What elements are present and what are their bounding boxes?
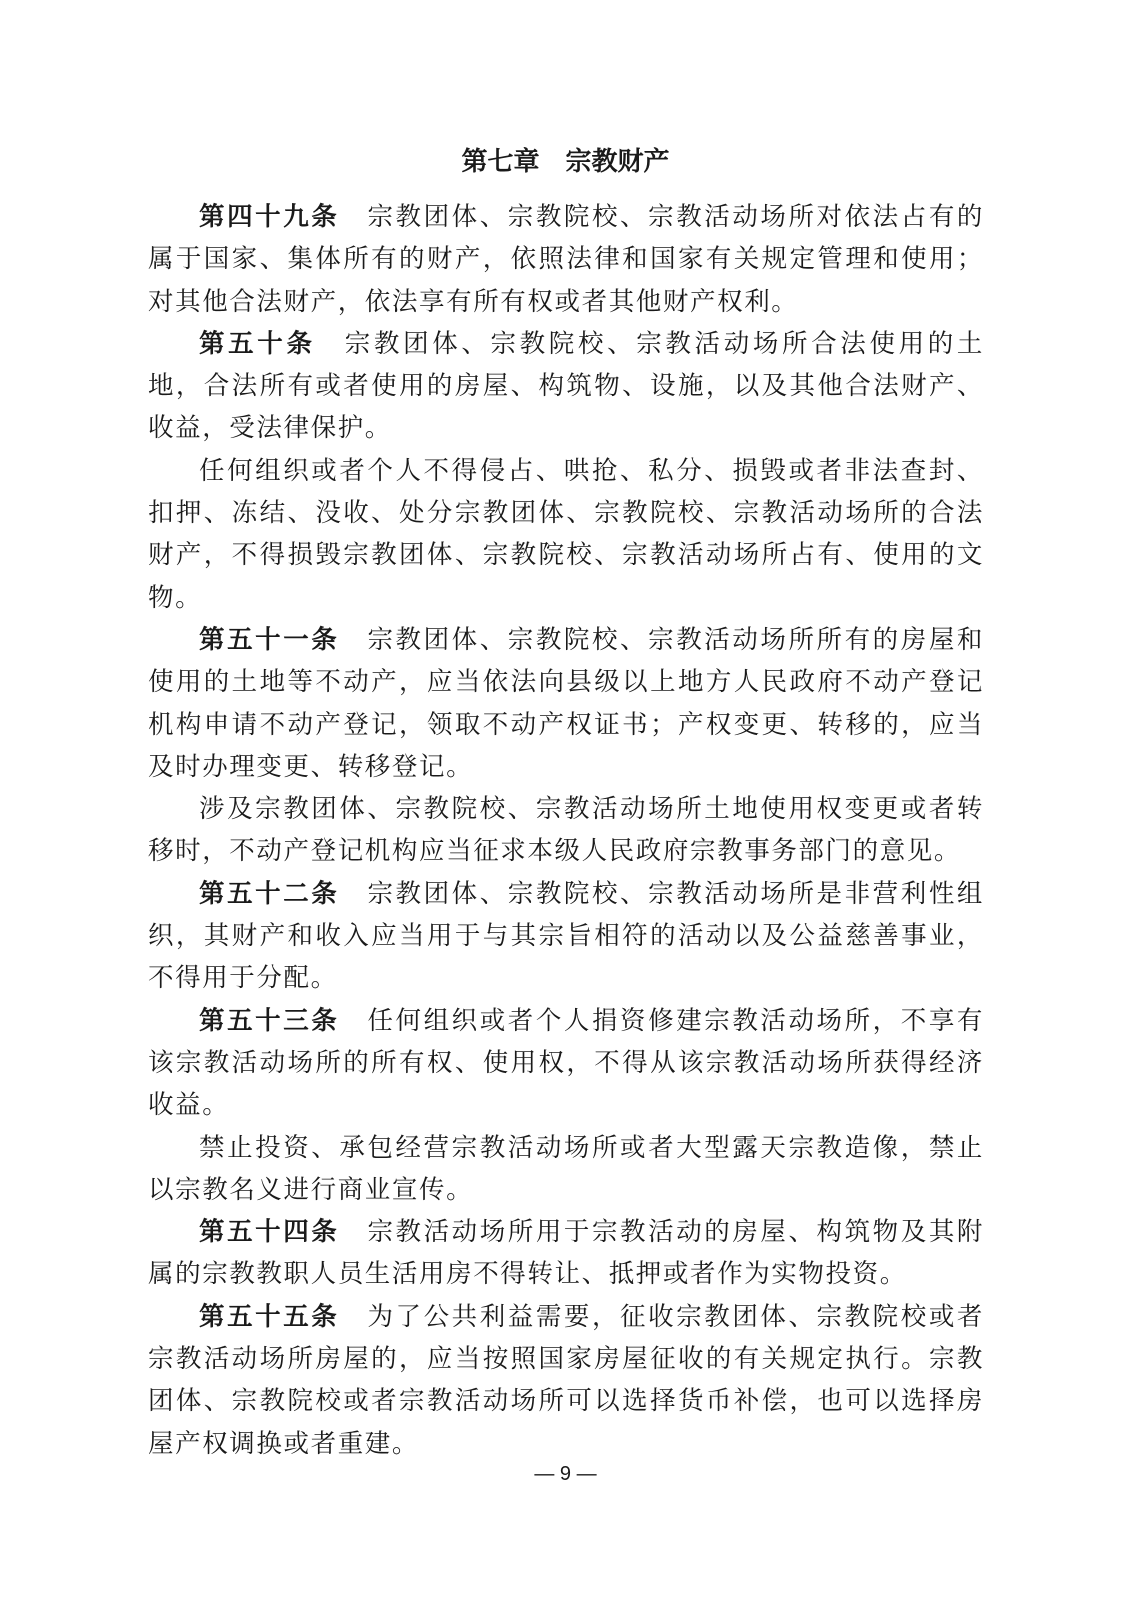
paragraph-text: 宗教团体、宗教院校、宗教活动场所对依法占有的属于国家、集体所有的财产，依照法律和国家有关规定管理和使用；对其他合法财产，依法享有所有权或者其他财产权利。 bbox=[148, 202, 984, 317]
document-body bbox=[148, 196, 984, 1465]
paragraph-article-51-clause-2 bbox=[148, 788, 984, 873]
article-separator bbox=[339, 1302, 367, 1332]
paragraph-article-50-clause-2 bbox=[148, 450, 984, 619]
article-number: 第五十一条 bbox=[199, 624, 340, 655]
article-number: 第四十九条 bbox=[199, 202, 340, 232]
page-number: — 9 — bbox=[534, 1463, 597, 1485]
article-separator bbox=[316, 329, 345, 359]
article-number: 第五十四条 bbox=[199, 1217, 340, 1248]
article-separator bbox=[339, 202, 367, 232]
article-separator bbox=[339, 879, 367, 909]
paragraph-article-49 bbox=[148, 196, 984, 323]
paragraph-text: 涉及宗教团体、宗教院校、宗教活动场所土地使用权变更或者转移时，不动产登记机构应当征求本级人民政府宗教事务部门的意见。 bbox=[148, 794, 984, 867]
paragraph-article-55 bbox=[148, 1296, 984, 1465]
paragraph-text: 宗教团体、宗教院校、宗教活动场所所有的房屋和使用的土地等不动产，应当依法向县级以上地方人民政府不动产登记机构申请不动产登记，领取不动产权证书；产权变更、转移的，应当及时办理变更、转移登记。 bbox=[148, 624, 984, 782]
chapter-title: 第七章 宗教财产 bbox=[461, 147, 670, 177]
paragraph-text: 宗教团体、宗教院校、宗教活动场所合法使用的土地，合法所有或者使用的房屋、构筑物、设施，以及其他合法财产、收益，受法律保护。 bbox=[148, 328, 985, 444]
article-separator bbox=[339, 1006, 367, 1036]
article-number: 第五十三条 bbox=[199, 1005, 340, 1036]
paragraph-article-52 bbox=[148, 873, 984, 1000]
article-number: 第五十五条 bbox=[199, 1301, 340, 1332]
paragraph-text: 为了公共利益需要，征收宗教团体、宗教院校或者宗教活动场所房屋的，应当按照国家房屋征收的有关规定执行。宗教团体、宗教院校或者宗教活动场所可以选择货币补偿，也可以选择房屋产权调换或者重建。 bbox=[148, 1301, 984, 1459]
paragraph-text: 任何组织或者个人捐资修建宗教活动场所，不享有该宗教活动场所的所有权、使用权，不得从该宗教活动场所获得经济收益。 bbox=[148, 1005, 984, 1121]
paragraph-text: 宗教团体、宗教院校、宗教活动场所是非营利性组织，其财产和收入应当用于与其宗旨相符的活动以及公益慈善事业，不得用于分配。 bbox=[148, 878, 984, 994]
paragraph-article-50 bbox=[148, 323, 984, 450]
paragraph-text: 任何组织或者个人不得侵占、哄抢、私分、损毁或者非法查封、扣押、冻结、没收、处分宗教团体、宗教院校、宗教活动场所的合法财产，不得损毁宗教团体、宗教院校、宗教活动场所占有、使用的文物。 bbox=[148, 455, 984, 613]
paragraph-article-53-clause-2 bbox=[148, 1127, 984, 1212]
paragraph-article-54 bbox=[148, 1211, 984, 1296]
paragraph-article-53 bbox=[148, 1000, 984, 1127]
article-number: 第五十二条 bbox=[199, 878, 340, 909]
article-separator bbox=[339, 625, 367, 655]
article-separator bbox=[339, 1217, 367, 1247]
paragraph-text: 宗教活动场所用于宗教活动的房屋、构筑物及其附属的宗教教职人员生活用房不得转让、抵押或者作为实物投资。 bbox=[148, 1217, 984, 1290]
paragraph-article-51 bbox=[148, 619, 984, 788]
paragraph-text: 禁止投资、承包经营宗教活动场所或者大型露天宗教造像，禁止以宗教名义进行商业宣传。 bbox=[148, 1132, 984, 1205]
article-number: 第五十条 bbox=[199, 328, 316, 359]
